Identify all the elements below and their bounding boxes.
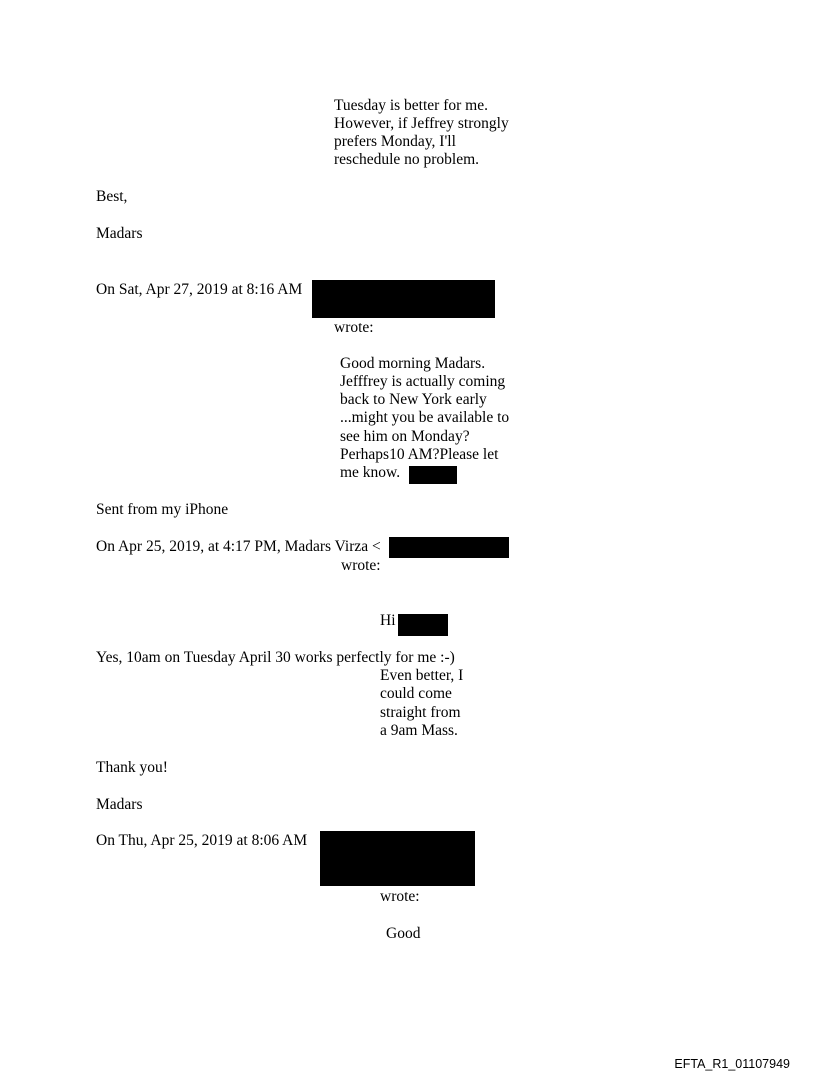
greeting-text: Hi <box>380 612 396 629</box>
reply-text: Yes, 10am on Tuesday April 30 works perfectly for me :-) <box>96 649 455 666</box>
email-header-wrote: wrote: <box>341 557 381 574</box>
quote-line: However, if Jeffrey strongly <box>334 115 509 132</box>
email-header-date: On Apr 25, 2019, at 4:17 PM, Madars Virza < <box>96 538 381 555</box>
quote-line: ...might you be available to <box>340 409 510 426</box>
redaction-box <box>389 537 509 558</box>
quote-line: Tuesday is better for me. <box>334 97 488 114</box>
quote-line: prefers Monday, I'll <box>334 133 456 150</box>
quote-line: Perhaps10 AM?Please let <box>340 446 499 463</box>
redaction-box <box>398 614 448 636</box>
email-header-wrote: wrote: <box>334 319 374 336</box>
closing-text: Best, <box>96 188 128 205</box>
quote-line: Good <box>386 925 421 942</box>
redaction-box <box>409 466 457 484</box>
quote-line: reschedule no problem. <box>334 151 480 168</box>
quote-line: me know. <box>340 464 401 481</box>
quote-line: Even better, I <box>380 667 464 684</box>
redaction-box <box>312 280 495 318</box>
quote-line: back to New York early <box>340 391 487 408</box>
quote-line: see him on Monday? <box>340 428 470 445</box>
quote-line: a 9am Mass. <box>380 722 458 739</box>
email-header-date: On Sat, Apr 27, 2019 at 8:16 AM <box>96 281 303 298</box>
quote-line: straight from <box>380 704 461 721</box>
bates-number: EFTA_R1_01107949 <box>674 1057 790 1071</box>
sent-from-text: Sent from my iPhone <box>96 501 229 518</box>
redaction-box <box>320 831 475 886</box>
email-header-wrote: wrote: <box>380 888 420 905</box>
signature-text: Madars <box>96 225 143 242</box>
quote-line: could come <box>380 685 452 702</box>
signature-text: Madars <box>96 796 143 813</box>
email-header-date: On Thu, Apr 25, 2019 at 8:06 AM <box>96 832 308 849</box>
thanks-text: Thank you! <box>96 759 168 776</box>
quote-line: Jefffrey is actually coming <box>340 373 506 390</box>
quote-line: Good morning Madars. <box>340 355 486 372</box>
